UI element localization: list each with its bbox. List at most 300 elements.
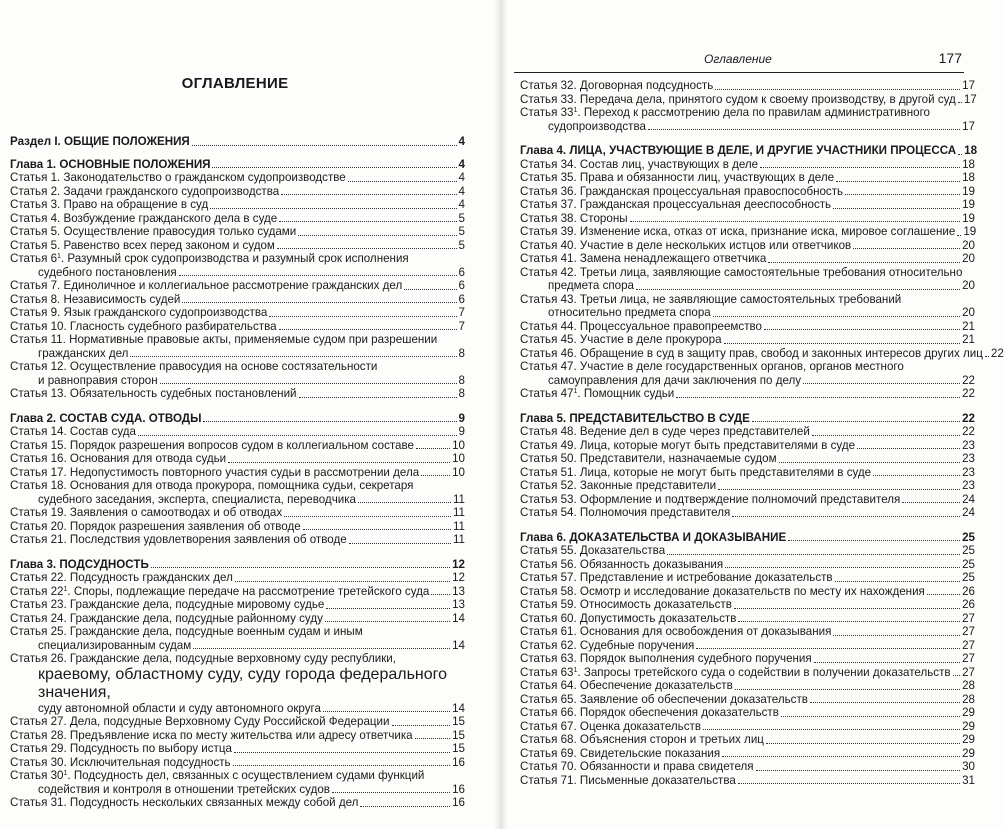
toc-entry-title: Статья 43. Третьи лица, не заявляющие самостоятельных требований (520, 292, 902, 306)
toc-entry-line (10, 742, 465, 756)
toc-entry (10, 729, 465, 743)
toc-entry-line (520, 571, 975, 585)
toc-page-number: 20 (962, 306, 975, 319)
toc-entry-line (520, 585, 975, 599)
toc-entry (520, 571, 975, 585)
toc-entry-line (520, 171, 975, 185)
toc-page-number: 22 (962, 373, 975, 387)
dot-leader (636, 289, 960, 290)
toc-entry (520, 479, 975, 493)
dot-leader (676, 397, 960, 398)
toc-entry (10, 796, 465, 810)
toc-page-number: 8 (458, 373, 465, 387)
toc-entry (520, 612, 975, 626)
toc-entry-line (10, 796, 465, 810)
toc-entry-line (10, 158, 465, 172)
toc-page-number: 12 (452, 571, 465, 584)
toc-entry (10, 212, 465, 226)
toc-entry-line (520, 439, 975, 453)
toc-entry-title: Статья 65. Заявление об обеспечении доказательств (520, 692, 808, 706)
toc-entry-line (10, 306, 465, 320)
toc-entry-last-line (520, 120, 975, 134)
dot-leader (325, 621, 450, 622)
toc-page-number: 4 (458, 135, 465, 148)
toc-entry (10, 625, 465, 652)
toc-entry (520, 198, 975, 212)
toc-page-number: 25 (962, 557, 975, 571)
dot-leader (768, 262, 960, 263)
dot-leader (810, 702, 960, 703)
toc-entry (10, 279, 465, 293)
toc-entry-line (520, 625, 975, 639)
dot-leader (182, 302, 456, 303)
dot-leader (326, 608, 450, 609)
toc-entry-line (520, 452, 975, 466)
dot-leader (752, 421, 960, 422)
toc-entry-title: Статья 57. Представление и истребование доказательств (520, 571, 833, 584)
toc-entry-continuation: краевому, областному суду, суду города федерального значения, (38, 665, 448, 701)
toc-entry-line (520, 225, 975, 239)
dot-leader (160, 383, 457, 384)
dot-leader (348, 181, 457, 182)
toc-page-number: 22 (990, 346, 1004, 360)
toc-entry-title: Статья 18. Основания для отвода прокурора, помощника судьи, секретаря (10, 479, 414, 492)
toc-entry (10, 769, 465, 796)
toc-entry-title: Статья 58. Осмотр и исследование доказательств по месту их нахождения (520, 584, 925, 598)
dot-leader (392, 725, 451, 726)
dot-leader (233, 765, 451, 766)
toc-page-number: 25 (962, 530, 975, 544)
toc-page-number: 31 (962, 773, 975, 787)
toc-page-number: 19 (962, 184, 975, 198)
toc-entry-title: Статья 27. Дела, подсудные Верховному Суду Российской Федерации (10, 715, 390, 728)
toc-page-number: 29 (962, 733, 975, 746)
toc-entry (10, 585, 465, 599)
toc-page-number: 9 (458, 425, 465, 438)
toc-entry-title: Статья 54. Полномочия представителя (520, 506, 731, 519)
toc-entry-title: Статья 24. Гражданские дела, подсудные районному суду (10, 611, 323, 625)
toc-page-number: 17 (962, 119, 975, 133)
dot-leader (228, 462, 450, 463)
toc-page-number: 11 (452, 519, 465, 533)
toc-entry (10, 185, 465, 199)
toc-entry (520, 666, 975, 680)
toc-page-number: 28 (962, 692, 975, 706)
toc-page-number: 22 (962, 411, 975, 425)
dot-leader (835, 581, 961, 582)
toc-page-number: 27 (962, 611, 975, 625)
toc-entry-title: Статья 45. Участие в деле прокурора (520, 333, 722, 346)
toc-page-number: 4 (458, 198, 465, 211)
toc-page-number: 7 (458, 319, 465, 333)
toc-page-number: 29 (962, 706, 975, 719)
dot-leader (284, 516, 451, 517)
toc-entry-title: Статья 48. Ведение дел в суде через представителей (520, 425, 810, 438)
toc-entry-title: Статья 60. Допустимость доказательств (520, 611, 737, 625)
toc-entry-line (10, 425, 465, 439)
toc-entry-title: Статья 20. Порядок разрешения заявления об отводе (10, 519, 301, 533)
toc-entry-title: Статья $63^1$. Запросы третейского суда о содействии в получении доказательств (520, 665, 951, 679)
dot-leader (269, 316, 456, 317)
toc-entry-title: Статья 50. Представители, назначаемые судом (520, 452, 777, 465)
toc-entry-last-line (10, 347, 465, 361)
dot-leader (235, 581, 450, 582)
toc-entry (520, 693, 975, 707)
toc-title: ОГЛАВЛЕНИЕ (181, 75, 289, 92)
toc-entry-last-line (520, 279, 975, 293)
toc-page-number: 14 (452, 638, 465, 652)
toc-entry-title: Статья 8. Независимость судей (10, 292, 181, 306)
toc-entry-title: Статья 69. Свидетельские показания (520, 746, 721, 760)
toc-entry-line (10, 715, 465, 729)
toc-entry (10, 225, 465, 239)
toc-entry (10, 479, 465, 506)
toc-entry-line (520, 466, 975, 480)
toc-entry-title: Статья 1. Законодательство о гражданском судопроизводстве (10, 171, 346, 184)
toc-entry (10, 198, 465, 212)
toc-entry (10, 466, 465, 480)
toc-entry (10, 715, 465, 729)
toc-entry-last-line (10, 702, 465, 716)
toc-entry (520, 439, 975, 453)
toc-page-number: 13 (452, 584, 465, 598)
dot-leader (279, 221, 456, 222)
toc-entry (10, 612, 465, 626)
toc-entry (10, 452, 465, 466)
toc-entry-line (520, 652, 975, 666)
dot-leader (902, 502, 960, 503)
toc-entry-title: Глава 4. ЛИЦА, УЧАСТВУЮЩИЕ В ДЕЛЕ, И ДРУГИЕ УЧАСТНИКИ ПРОЦЕССА (520, 144, 957, 157)
dot-leader (812, 435, 960, 436)
toc-page-number: 21 (962, 333, 975, 346)
toc-entry (10, 239, 465, 253)
toc-entry (10, 320, 465, 334)
dot-leader (732, 516, 960, 517)
dot-leader (415, 738, 450, 739)
toc-entry-title: Статья 56. Обязанность доказывания (520, 557, 724, 571)
dot-leader (803, 383, 960, 384)
toc-entry-title: Статья 59. Относимость доказательств (520, 598, 732, 611)
dot-leader (298, 235, 456, 236)
toc-entry-title: Статья 7. Единоличное и коллегиальное рассмотрение гражданских дел (10, 279, 403, 292)
toc-entry-title: Статья 66. Порядок обеспечения доказательств (520, 706, 779, 719)
toc-entry-title: Статья 29. Подсудность по выбору истца (10, 742, 232, 755)
toc-entry-line (520, 493, 975, 507)
dot-leader (715, 89, 960, 90)
toc-entry-title: Статья 4. Возбуждение гражданского дела в суде (10, 211, 278, 225)
toc-chapter (520, 412, 975, 426)
toc-entry-title: Статья 55. Доказательства (520, 544, 666, 557)
toc-entry (10, 506, 465, 520)
toc-entry (10, 598, 465, 612)
toc-entry (520, 679, 975, 693)
toc-page-number: 4 (458, 184, 465, 198)
toc-page-number: 11 (452, 492, 465, 506)
dot-leader (332, 792, 450, 793)
toc-entry-line (520, 666, 975, 680)
toc-entry-continuation: и равноправия сторон (38, 373, 158, 387)
dot-leader (857, 448, 960, 449)
toc-page-number: 21 (962, 319, 975, 333)
toc-entry-title: Статья 38. Стороны (520, 211, 628, 225)
toc-entry-line (10, 225, 465, 239)
toc-page-number: 15 (452, 742, 465, 755)
toc-entry (520, 425, 975, 439)
toc-entry-line (10, 293, 465, 307)
toc-page-number: 11 (452, 533, 465, 546)
dot-leader (421, 475, 450, 476)
toc-entry-line (10, 135, 465, 149)
toc-entry (520, 720, 975, 734)
dot-leader (725, 567, 960, 568)
toc-entry-title: Статья 71. Письменные доказательства (520, 773, 736, 787)
toc-page-number: 26 (962, 598, 975, 611)
dot-leader (738, 621, 960, 622)
toc-entry-line (520, 158, 975, 172)
toc-entry-line (520, 598, 975, 612)
toc-page-number: 5 (458, 211, 465, 225)
toc-entry-line (520, 774, 975, 788)
toc-entry-title: Раздел I. ОБЩИЕ ПОЛОЖЕНИЯ (10, 135, 190, 148)
toc-entry-line (10, 387, 465, 401)
toc-entry-line (10, 439, 465, 453)
toc-entry-line (10, 412, 465, 426)
toc-entry-title: Статья 19. Заявления о самоотводах и об отводах (10, 506, 283, 519)
toc-page-number: 11 (452, 506, 465, 519)
toc-entry (520, 639, 975, 653)
toc-entry-title: Статья 64. Обеспечение доказательств (520, 679, 733, 692)
toc-page-number: 19 (962, 198, 975, 211)
toc-entry-title: Статья 40. Участие в деле нескольких истцов или ответчиков (520, 238, 852, 252)
toc-entry-title: Статья 5. Равенство всех перед законом и судом (10, 238, 275, 252)
toc-page-number: 6 (458, 265, 465, 279)
toc-page-number: 16 (452, 796, 465, 809)
toc-entry-line (10, 279, 465, 293)
toc-entry (10, 520, 465, 534)
toc-entry (520, 466, 975, 480)
toc-entry-title: Статья 28. Предъявление иска по месту жительства или адресу ответчика (10, 728, 413, 742)
toc-entry (520, 252, 975, 266)
toc-page-number: 16 (452, 782, 465, 796)
right-page (502, 0, 1004, 829)
toc-entry-title: Статья 42. Третьи лица, заявляющие самостоятельные требования относительно (520, 265, 963, 279)
toc-entry (10, 171, 465, 185)
toc-entry (520, 493, 975, 507)
dot-leader (833, 635, 960, 636)
toc-entry-line (520, 239, 975, 253)
toc-entry-line (520, 733, 975, 747)
dot-leader (303, 529, 451, 530)
toc-entry (10, 742, 465, 756)
toc-page-number: 30 (962, 760, 975, 773)
toc-entry-last-line (520, 306, 975, 320)
superscript-mark: 1 (573, 666, 578, 674)
dot-leader (722, 756, 960, 757)
toc-entry-title: Статья 11. Нормативные правовые акты, применяемые судом при разрешении (10, 333, 438, 346)
toc-entry (520, 346, 1004, 361)
toc-page-number: 15 (452, 715, 465, 728)
toc-page-number: 4 (458, 171, 465, 184)
toc-entry-line (520, 387, 975, 401)
toc-page-number: 26 (962, 584, 975, 598)
toc-chapter (10, 135, 465, 149)
toc-entry (520, 585, 975, 599)
left-page (0, 0, 498, 829)
dot-leader (927, 594, 960, 595)
toc-page-number: 29 (962, 719, 975, 733)
toc-page-number: 20 (962, 279, 975, 292)
toc-entry-continuation: судебного постановления (38, 265, 177, 279)
toc-page-number: 12 (452, 557, 465, 571)
toc-entry-title: Статья 68. Объяснения сторон и третьих лиц (520, 733, 764, 746)
superscript-mark: 1 (63, 770, 68, 777)
dot-leader (724, 343, 961, 344)
toc-entry-continuation: гражданских дел (38, 346, 129, 360)
toc-page-number: 5 (458, 225, 465, 238)
toc-entry (10, 425, 465, 439)
toc-entry-continuation: суду автономной области и суду автономного округа (38, 701, 321, 715)
toc-entry-title: Статья 12. Осуществление правосудия на основе состязательности (10, 360, 378, 373)
toc-entry-line (520, 531, 975, 545)
dot-leader (281, 194, 456, 195)
dot-leader (416, 448, 450, 449)
toc-entry-continuation: самоуправления для дачи заключения по делу (548, 373, 802, 387)
toc-entry-continuation: судебного заседания, эксперта, специалиста, переводчика (38, 492, 356, 506)
dot-leader (735, 689, 960, 690)
dot-leader (667, 554, 960, 555)
toc-entry (10, 756, 465, 770)
toc-entry (520, 225, 975, 239)
toc-entry-line (10, 171, 465, 185)
toc-entry-continuation: относительно предмета спора (548, 306, 711, 319)
running-header (514, 50, 964, 73)
toc-entry-line (10, 185, 465, 199)
toc-chapter (10, 412, 465, 426)
toc-page-number: 25 (962, 544, 975, 557)
toc-entry (520, 706, 975, 720)
toc-entry-title: Статья 33. Передача дела, принятого судом к своему производству, в другой суд (520, 92, 956, 106)
toc-page-number: 5 (458, 238, 465, 252)
toc-entry-title: Статья 46. Обращение в суд в защиту прав, свобод и законных интересов других лиц (520, 346, 983, 360)
toc-entry-title: Статья 25. Гражданские дела, подсудные военным судам и иным (10, 625, 363, 638)
toc-entry-title: Глава 1. ОСНОВНЫЕ ПОЛОЖЕНИЯ (10, 157, 211, 171)
toc-entry-line (10, 520, 465, 534)
dot-leader (958, 154, 962, 155)
toc-page-number: 23 (962, 479, 975, 492)
toc-entry-title: Статья $22^1$. Споры, подлежащие передаче на рассмотрение третейского суда (10, 584, 430, 598)
toc-entry-line (10, 558, 465, 572)
toc-entry-title: Глава 6. ДОКАЗАТЕЛЬСТВА И ДОКАЗЫВАНИЕ (520, 530, 787, 544)
toc-entry-line (520, 558, 975, 572)
dot-leader (130, 356, 456, 357)
toc-entry-continuation: судопроизводства (548, 119, 646, 133)
toc-page-number: 9 (458, 411, 465, 425)
toc-chapter (520, 144, 978, 158)
toc-entry-title: Глава 3. ПОДСУДНОСТЬ (10, 557, 149, 571)
toc-entry (520, 185, 975, 199)
toc-entry-title: Статья $33^1$. Переход к рассмотрению дела по правилам административного (520, 106, 930, 119)
dot-leader (648, 129, 960, 130)
toc-page-number: 18 (964, 144, 978, 157)
toc-entry-title: Статья 39. Изменение иска, отказ от иска, признание иска, мировое соглашение (520, 225, 956, 238)
toc-entry (520, 506, 975, 520)
toc-chapter (520, 531, 975, 545)
toc-entry-title: Статья $47^1$. Помощник судьи (520, 387, 675, 400)
toc-entry-line (520, 747, 975, 761)
toc-entry-line (520, 706, 975, 720)
dot-leader (760, 167, 960, 168)
toc-chapter (10, 158, 465, 172)
toc-entry-line (10, 612, 465, 626)
toc-entry-line (10, 320, 465, 334)
toc-page-number: 15 (452, 728, 465, 742)
toc-entry-line (10, 729, 465, 743)
toc-entry-title: Статья 17. Недопустимость повторного участия судьи в рассмотрении дела (10, 465, 420, 479)
toc-entry-line (10, 533, 465, 547)
toc-entry-title: Статья 15. Порядок разрешения вопросов судом в коллегиальном составе (10, 438, 414, 452)
dot-leader (779, 462, 961, 463)
toc-page-number: 29 (962, 746, 975, 760)
toc-page-number: 7 (458, 306, 465, 319)
toc-entry (520, 625, 975, 639)
toc-entry-title: Статья 62. Судебные поручения (520, 638, 695, 652)
toc-entry-line (520, 320, 975, 334)
toc-entry (520, 558, 975, 572)
toc-entry-line (520, 79, 975, 93)
toc-entry-line (520, 479, 975, 493)
toc-page-number: 10 (452, 438, 465, 452)
toc-page-number: 27 (962, 625, 975, 638)
toc-entry-title: Статья 16. Основания для отвода судьи (10, 452, 227, 465)
toc-entry-line (10, 239, 465, 253)
toc-entry (520, 212, 975, 226)
toc-entry-line (10, 506, 465, 520)
toc-entry (520, 79, 975, 93)
dot-leader (630, 221, 961, 222)
dot-leader (210, 208, 456, 209)
toc-entry (520, 774, 975, 788)
toc-entry-title: Статья 13. Обязательность судебных постановлений (10, 387, 297, 400)
toc-page-number: 10 (452, 465, 465, 479)
dot-leader (766, 743, 960, 744)
toc-entry-title: Статья 47. Участие в деле государственных органов, органов местного (520, 360, 904, 373)
dot-leader (193, 648, 450, 649)
toc-entry-line (520, 144, 978, 158)
dot-leader (277, 248, 457, 249)
toc-page-number: 19 (963, 225, 977, 238)
toc-entry (520, 544, 975, 558)
dot-leader (814, 662, 960, 663)
toc-page-number: 22 (962, 425, 975, 438)
dot-leader (360, 806, 450, 807)
toc-entry (520, 239, 975, 253)
toc-page-number: 22 (962, 387, 975, 400)
toc-entry-title: Статья 37. Гражданская процессуальная дееспособность (520, 198, 832, 211)
toc-entry-last-line (10, 266, 465, 280)
dot-leader (845, 194, 960, 195)
toc-chapter (10, 558, 465, 572)
toc-entry (10, 533, 465, 547)
toc-entry-line (520, 333, 975, 347)
toc-entry-continuation: специализированным судам (38, 638, 192, 652)
toc-list-right (520, 79, 1004, 787)
dot-leader (833, 208, 960, 209)
toc-page-number: 6 (458, 279, 465, 292)
toc-entry (520, 598, 975, 612)
toc-page-number: 16 (452, 755, 465, 769)
dot-leader (764, 329, 960, 330)
dot-leader (279, 329, 457, 330)
